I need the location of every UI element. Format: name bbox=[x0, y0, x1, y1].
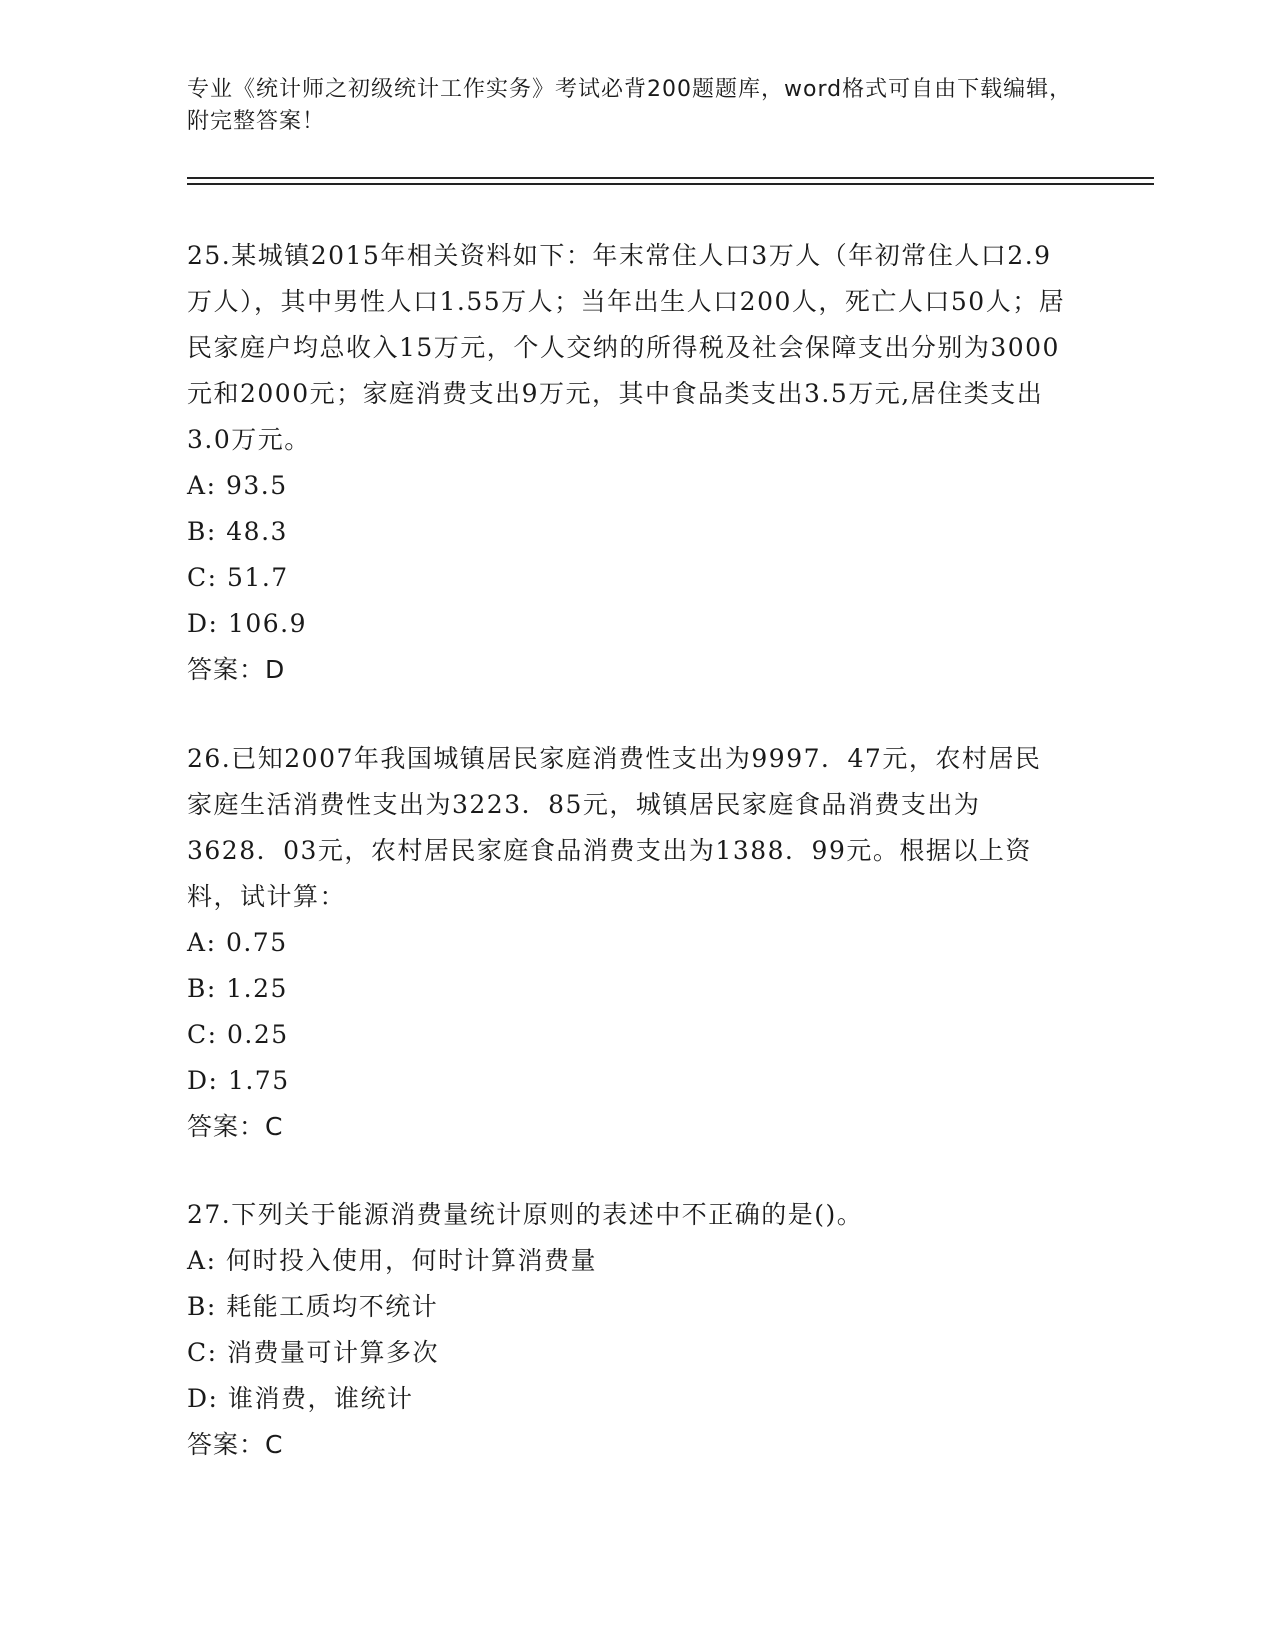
question-stem: 26.已知2007年我国城镇居民家庭消费性支出为9997．47元，农村居民家庭生活消费性支出为3223．85元，城镇居民家庭食品消费支出为3628．03元，农村居民家庭食品消费支出为1388．99元。根据以上资料，试计算： bbox=[187, 744, 1042, 911]
header-divider-top bbox=[187, 177, 1154, 179]
option-letter: B bbox=[187, 974, 207, 1003]
option-separator: : bbox=[206, 517, 217, 546]
answer-line: 答案：D bbox=[187, 655, 286, 684]
option-a bbox=[187, 1238, 1067, 1284]
option-text: 93.5 bbox=[225, 471, 288, 500]
option-d bbox=[187, 601, 1067, 647]
option-text: 何时投入使用，何时计算消费量 bbox=[225, 1246, 597, 1275]
option-separator: : bbox=[208, 609, 219, 638]
question-26 bbox=[187, 736, 1067, 1150]
option-text: 48.3 bbox=[226, 517, 288, 546]
option-text: 谁消费，谁统计 bbox=[227, 1384, 414, 1413]
question-27 bbox=[187, 1192, 1067, 1468]
question-stem: 25.某城镇2015年相关资料如下：年末常住人口3万人（年初常住人口2.9万人），其中男性人口1.55万人；当年出生人口200人，死亡人口50人；居民家庭户均总收入15万元，个人交纳的所得税及社会保障支出分别为3000元和2000元；家庭消费支出9万元，其中食品类支出3.5万元,居住类支出3.0万元。 bbox=[187, 241, 1066, 454]
answer-line: 答案：C bbox=[187, 1430, 284, 1459]
option-d bbox=[187, 1376, 1067, 1422]
option-letter: A bbox=[187, 471, 207, 500]
option-c bbox=[187, 555, 1067, 601]
option-text: 51.7 bbox=[227, 563, 289, 592]
option-letter: D bbox=[187, 1066, 209, 1095]
option-text: 1.75 bbox=[227, 1066, 290, 1095]
option-b bbox=[187, 509, 1067, 555]
option-separator: : bbox=[206, 974, 217, 1003]
option-b bbox=[187, 966, 1067, 1012]
option-letter: A bbox=[187, 928, 207, 957]
question-25 bbox=[187, 233, 1067, 693]
option-letter: C bbox=[187, 1338, 208, 1367]
option-separator: : bbox=[208, 1384, 219, 1413]
option-d bbox=[187, 1058, 1067, 1104]
option-letter: D bbox=[187, 1384, 209, 1413]
option-text: 1.25 bbox=[226, 974, 288, 1003]
option-letter: A bbox=[187, 1246, 207, 1275]
option-separator: : bbox=[207, 1338, 218, 1367]
option-letter: D bbox=[187, 609, 209, 638]
option-text: 耗能工质均不统计 bbox=[226, 1292, 439, 1321]
option-letter: C bbox=[187, 563, 208, 592]
option-separator: : bbox=[206, 1246, 217, 1275]
option-letter: B bbox=[187, 1292, 207, 1321]
option-c bbox=[187, 1012, 1067, 1058]
option-separator: : bbox=[207, 563, 218, 592]
option-letter: B bbox=[187, 517, 207, 546]
answer-line: 答案：C bbox=[187, 1112, 284, 1141]
document-header: 专业《统计师之初级统计工作实务》考试必背200题题库，word格式可自由下载编辑，附完整答案！ bbox=[187, 77, 1073, 134]
option-text: 消费量可计算多次 bbox=[227, 1338, 440, 1367]
option-text: 106.9 bbox=[227, 609, 308, 638]
option-text: 0.75 bbox=[225, 928, 288, 957]
option-a bbox=[187, 920, 1067, 966]
option-letter: C bbox=[187, 1020, 208, 1049]
option-a bbox=[187, 463, 1067, 509]
question-stem: 27.下列关于能源消费量统计原则的表述中不正确的是()。 bbox=[187, 1200, 864, 1229]
option-separator: : bbox=[206, 1292, 217, 1321]
option-separator: : bbox=[206, 928, 217, 957]
option-text: 0.25 bbox=[227, 1020, 289, 1049]
header-divider-bottom bbox=[187, 183, 1154, 185]
option-separator: : bbox=[206, 471, 217, 500]
option-separator: : bbox=[208, 1066, 219, 1095]
option-separator: : bbox=[207, 1020, 218, 1049]
option-b bbox=[187, 1284, 1067, 1330]
option-c bbox=[187, 1330, 1067, 1376]
